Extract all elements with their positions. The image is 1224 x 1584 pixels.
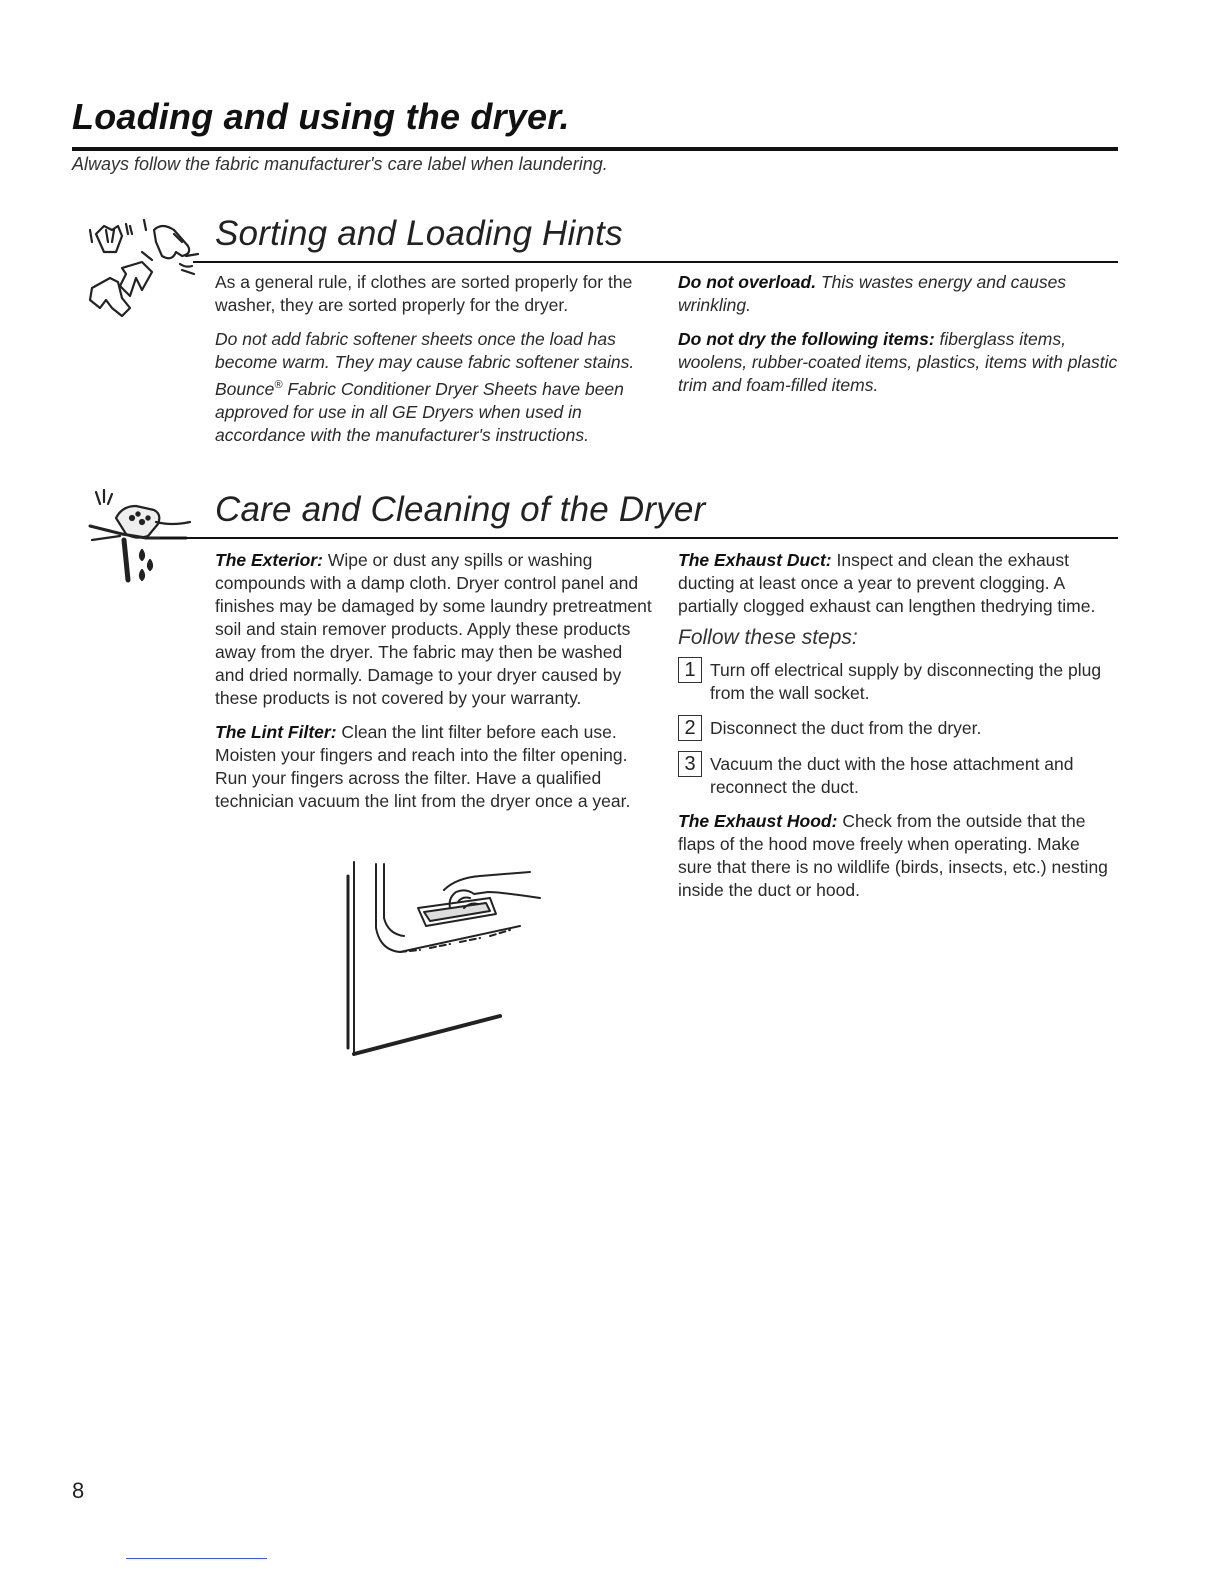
- exhaust-hood-paragraph: [678, 810, 1118, 902]
- page-number: 8: [72, 1478, 85, 1503]
- care-right-column: [678, 549, 1118, 902]
- step-text: Turn off electrical supply by disconnecting the plug from the wall socket.: [710, 660, 1102, 703]
- follow-steps-heading: Follow these steps:: [678, 626, 858, 649]
- fabric-softener-note-b: Fabric Conditioner Dryer Sheets have been approved for use in all GE Dryers when used in accordance with the manufacturer's instructions.: [215, 378, 624, 445]
- footer-link-line: [126, 1558, 267, 1559]
- exterior-paragraph: [215, 549, 655, 710]
- do-not-dry-warning: [678, 328, 1118, 397]
- exhaust-hood-lead: The Exhaust Hood:: [678, 811, 838, 831]
- step-item: [678, 657, 1118, 705]
- section-divider: [160, 537, 1118, 539]
- exhaust-duct-paragraph: [678, 549, 1118, 618]
- lint-filter-paragraph: [215, 721, 655, 813]
- sorting-left-column: [215, 271, 655, 447]
- fabric-softener-note: [215, 328, 655, 447]
- do-not-dry-lead: Do not dry the following items:: [678, 329, 935, 349]
- sorting-right-column: [678, 271, 1118, 397]
- sorting-paragraph: As a general rule, if clothes are sorted properly for the washer, they are sorted properly for the dryer.: [215, 272, 633, 315]
- page-subtitle: Always follow the fabric manufacturer's care label when laundering.: [72, 154, 608, 174]
- section-divider: [193, 261, 1118, 263]
- overload-lead: Do not overload.: [678, 272, 817, 292]
- fabric-softener-note-a: Do not add fabric softener sheets once the load has become warm. They may cause fabric softener stains. Bounce: [215, 329, 635, 399]
- registered-mark: ®: [274, 379, 283, 391]
- overload-warning: [678, 271, 1118, 317]
- lint-lead: The Lint Filter:: [215, 722, 337, 742]
- lint-filter-illustration: [340, 858, 550, 1063]
- title-divider: [72, 147, 1118, 151]
- exhaust-duct-text: Inspect and clean the exhaust ducting at least once a year to prevent clogging. A partially clogged exhaust can lengthen thedrying time.: [678, 550, 1096, 616]
- exterior-lead: The Exterior:: [215, 550, 323, 570]
- overload-text: This wastes energy and causes wrinkling.: [678, 272, 1067, 315]
- laundry-clothes-icon: [82, 212, 202, 327]
- do-not-dry-text: fiberglass items, woolens, rubber-coated items, plastics, items with plastic trim and foam-filled items.: [678, 329, 1118, 395]
- step-number: 2: [678, 715, 702, 741]
- step-text: Vacuum the duct with the hose attachment and reconnect the duct.: [710, 754, 1074, 797]
- step-number: 3: [678, 751, 702, 777]
- care-left-column: [215, 549, 655, 813]
- step-item: [678, 751, 1118, 799]
- lint-text: Clean the lint filter before each use. Moisten your fingers and reach into the filter opening. Run your fingers across the filter. Have a qualified technician vacuum the lint from the dryer once a year.: [215, 722, 631, 811]
- exterior-text: Wipe or dust any spills or washing compounds with a damp cloth. Dryer control panel and finishes may be damaged by some laundry pretreatment soil and stain remover products. Apply these products away from the dryer. The fabric may then be washed and dried normally. Damage to your dryer caused by these products is not covered by your warranty.: [215, 550, 652, 708]
- exhaust-hood-text: Check from the outside that the flaps of the hood move freely when operating. Make sure that there is no wildlife (birds, insects, etc.) nesting inside the duct or hood.: [678, 811, 1108, 900]
- page-title: Loading and using the dryer.: [72, 96, 570, 137]
- section-title-sorting: Sorting and Loading Hints: [215, 214, 623, 253]
- exhaust-duct-lead: The Exhaust Duct:: [678, 550, 832, 570]
- section-title-care: Care and Cleaning of the Dryer: [215, 490, 706, 529]
- step-text: Disconnect the duct from the dryer.: [710, 718, 982, 738]
- step-number: 1: [678, 657, 702, 683]
- step-item: [678, 715, 1118, 741]
